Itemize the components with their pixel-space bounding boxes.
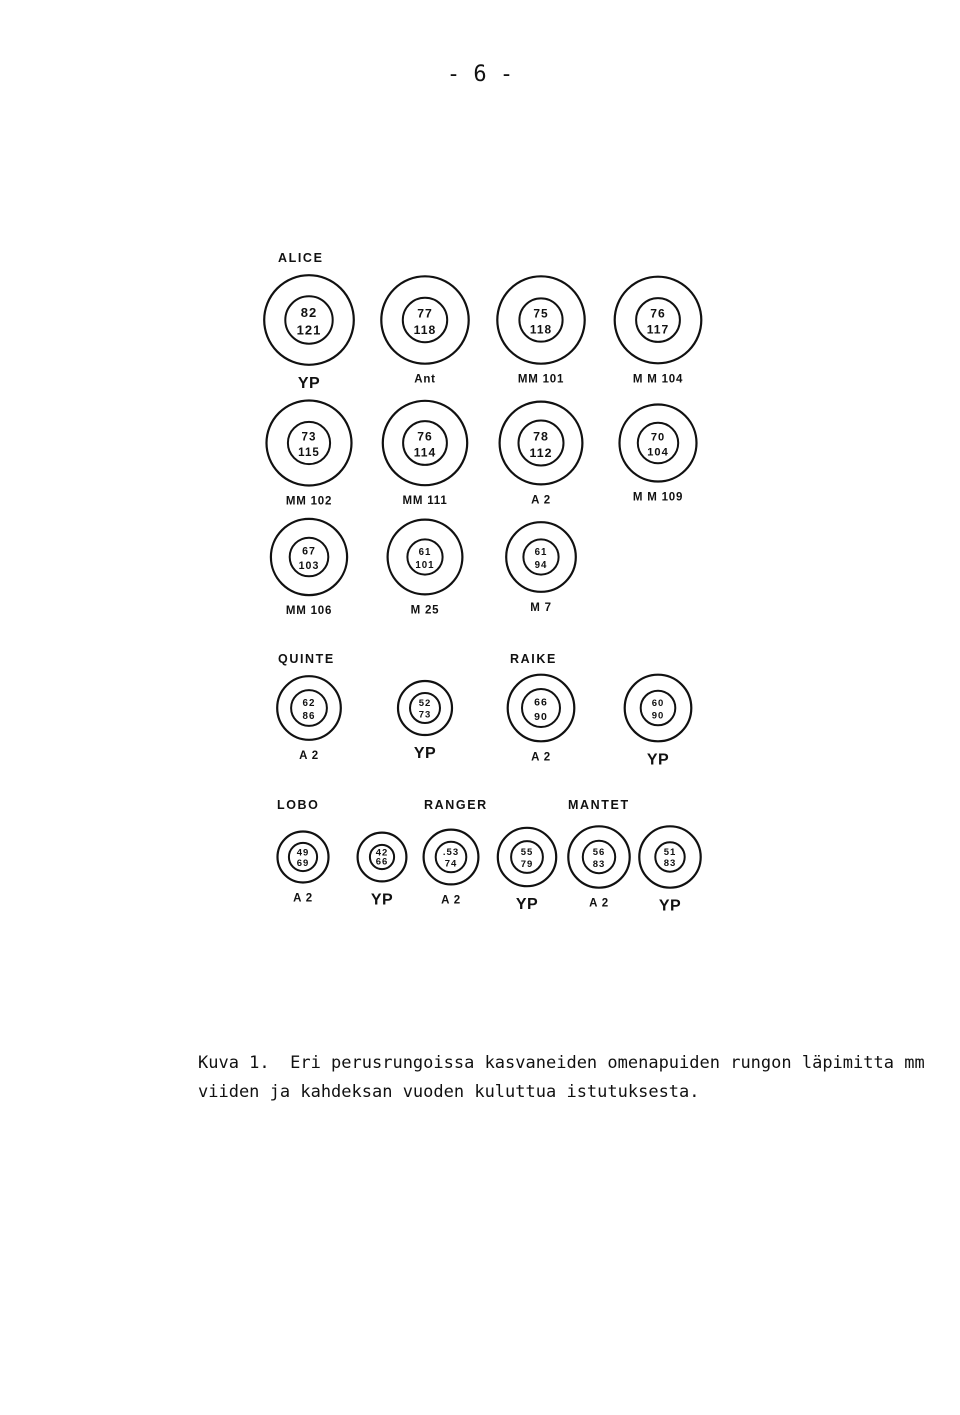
rootstock-label: YP bbox=[515, 896, 539, 914]
diameter-8-years: 114 bbox=[413, 445, 437, 460]
rootstock-label: A 2 bbox=[531, 494, 551, 507]
rootstock-label: MM 101 bbox=[517, 373, 565, 386]
diameter-8-years: 121 bbox=[296, 322, 322, 338]
diameter-8-years: 90 bbox=[651, 710, 665, 722]
diameter-5-years: 67 bbox=[302, 545, 316, 558]
diameter-5-years: 55 bbox=[520, 847, 534, 859]
rootstock-label: MM 111 bbox=[402, 495, 448, 508]
diameter-8-years: 115 bbox=[298, 446, 320, 460]
diameter-5-years: 77 bbox=[417, 306, 433, 321]
rootstock-label: M 25 bbox=[410, 604, 440, 617]
diameter-5-years: .53 bbox=[442, 847, 460, 859]
tree-cell bbox=[498, 828, 556, 913]
tree-cell bbox=[278, 832, 329, 905]
tree-cell bbox=[500, 402, 583, 507]
rootstock-label: M M 104 bbox=[632, 373, 684, 386]
diameter-5-years: 51 bbox=[663, 847, 677, 859]
diameter-8-years: 83 bbox=[663, 858, 677, 870]
group-title: RANGER bbox=[424, 798, 488, 812]
rootstock-label: A 2 bbox=[589, 897, 609, 910]
tree-cell bbox=[568, 826, 629, 909]
tree-cell bbox=[381, 276, 468, 385]
diameter-8-years: 66 bbox=[375, 856, 389, 868]
diameter-5-years: 61 bbox=[418, 546, 432, 558]
tree-cell bbox=[615, 277, 702, 386]
diameter-8-years: 103 bbox=[298, 560, 320, 572]
group-title: RAIKE bbox=[510, 652, 557, 666]
rootstock-label: A 2 bbox=[441, 894, 461, 907]
caption-line-2: viiden ja kahdeksan vuoden kuluttua istutuksesta. bbox=[198, 1082, 700, 1102]
diameter-5-years: 62 bbox=[302, 697, 316, 709]
diameter-8-years: 104 bbox=[647, 446, 669, 459]
rootstock-label: A 2 bbox=[293, 892, 313, 905]
diameter-8-years: 112 bbox=[529, 446, 553, 460]
tree-cell bbox=[506, 522, 576, 614]
diameter-5-years: 60 bbox=[651, 697, 665, 709]
diameter-8-years: 69 bbox=[296, 857, 310, 869]
figure-caption bbox=[198, 1049, 938, 1107]
rootstock-label: A 2 bbox=[531, 751, 551, 764]
group-title: LOBO bbox=[277, 798, 320, 812]
diameter-5-years: 61 bbox=[534, 546, 548, 558]
tree-cell bbox=[388, 520, 463, 617]
group-title: MANTET bbox=[568, 798, 630, 812]
diameter-8-years: 73 bbox=[418, 709, 432, 721]
rootstock-label: YP bbox=[297, 374, 321, 392]
group-title: QUINTE bbox=[278, 652, 335, 666]
rootstock-label: YP bbox=[413, 745, 437, 762]
tree-cell bbox=[398, 681, 452, 762]
diameter-8-years: 118 bbox=[413, 322, 437, 337]
group-title: ALICE bbox=[278, 251, 324, 265]
diameter-5-years: 70 bbox=[650, 431, 666, 444]
tree-cell bbox=[497, 276, 584, 385]
diameter-5-years: 75 bbox=[533, 306, 549, 321]
diameter-8-years: 86 bbox=[302, 711, 316, 723]
page-number: - 6 - bbox=[446, 62, 514, 87]
diameter-5-years: 78 bbox=[533, 429, 549, 444]
rootstock-label: YP bbox=[370, 891, 394, 909]
diameter-5-years: 66 bbox=[534, 696, 548, 709]
rootstock-label: M 7 bbox=[530, 601, 552, 614]
tree-cell bbox=[277, 676, 341, 762]
rootstock-label: MM 106 bbox=[285, 605, 333, 618]
tree-cell bbox=[383, 401, 467, 507]
diameter-8-years: 83 bbox=[592, 859, 606, 870]
tree-cell bbox=[267, 401, 352, 508]
diameter-5-years: 82 bbox=[300, 305, 318, 321]
caption-line-1: Kuva 1. Eri perusrungoissa kasvaneiden omenapuiden rungon läpimitta mm bbox=[198, 1053, 925, 1073]
diameter-5-years: 73 bbox=[301, 430, 317, 444]
rootstock-label: M M 109 bbox=[632, 491, 684, 504]
rootstock-label: YP bbox=[646, 751, 670, 769]
tree-cell bbox=[508, 675, 575, 764]
diameter-8-years: 94 bbox=[534, 559, 548, 571]
diameter-8-years: 118 bbox=[529, 322, 553, 337]
tree-cell bbox=[358, 833, 407, 909]
diameter-8-years: 79 bbox=[520, 858, 534, 870]
tree-cell bbox=[620, 405, 697, 504]
rootstock-label: YP bbox=[658, 897, 682, 915]
diameter-5-years: 76 bbox=[417, 429, 433, 444]
diameter-5-years: 49 bbox=[296, 847, 310, 859]
tree-cell bbox=[639, 826, 700, 914]
tree-cell bbox=[271, 519, 347, 617]
diameter-5-years: 56 bbox=[592, 847, 606, 859]
tree-cell bbox=[264, 275, 354, 392]
rootstock-label: Ant bbox=[414, 373, 436, 386]
diameter-8-years: 74 bbox=[444, 858, 458, 870]
rootstock-label: A 2 bbox=[299, 749, 319, 762]
diameter-8-years: 90 bbox=[534, 710, 548, 723]
tree-cell bbox=[625, 675, 692, 769]
tree-cell bbox=[424, 830, 479, 907]
diameter-5-years: 42 bbox=[375, 847, 389, 859]
diameter-5-years: 52 bbox=[418, 698, 432, 710]
rootstock-label: MM 102 bbox=[285, 495, 333, 508]
diameter-5-years: 76 bbox=[650, 306, 666, 321]
diameter-8-years: 117 bbox=[646, 322, 670, 337]
diameter-8-years: 101 bbox=[415, 559, 435, 571]
